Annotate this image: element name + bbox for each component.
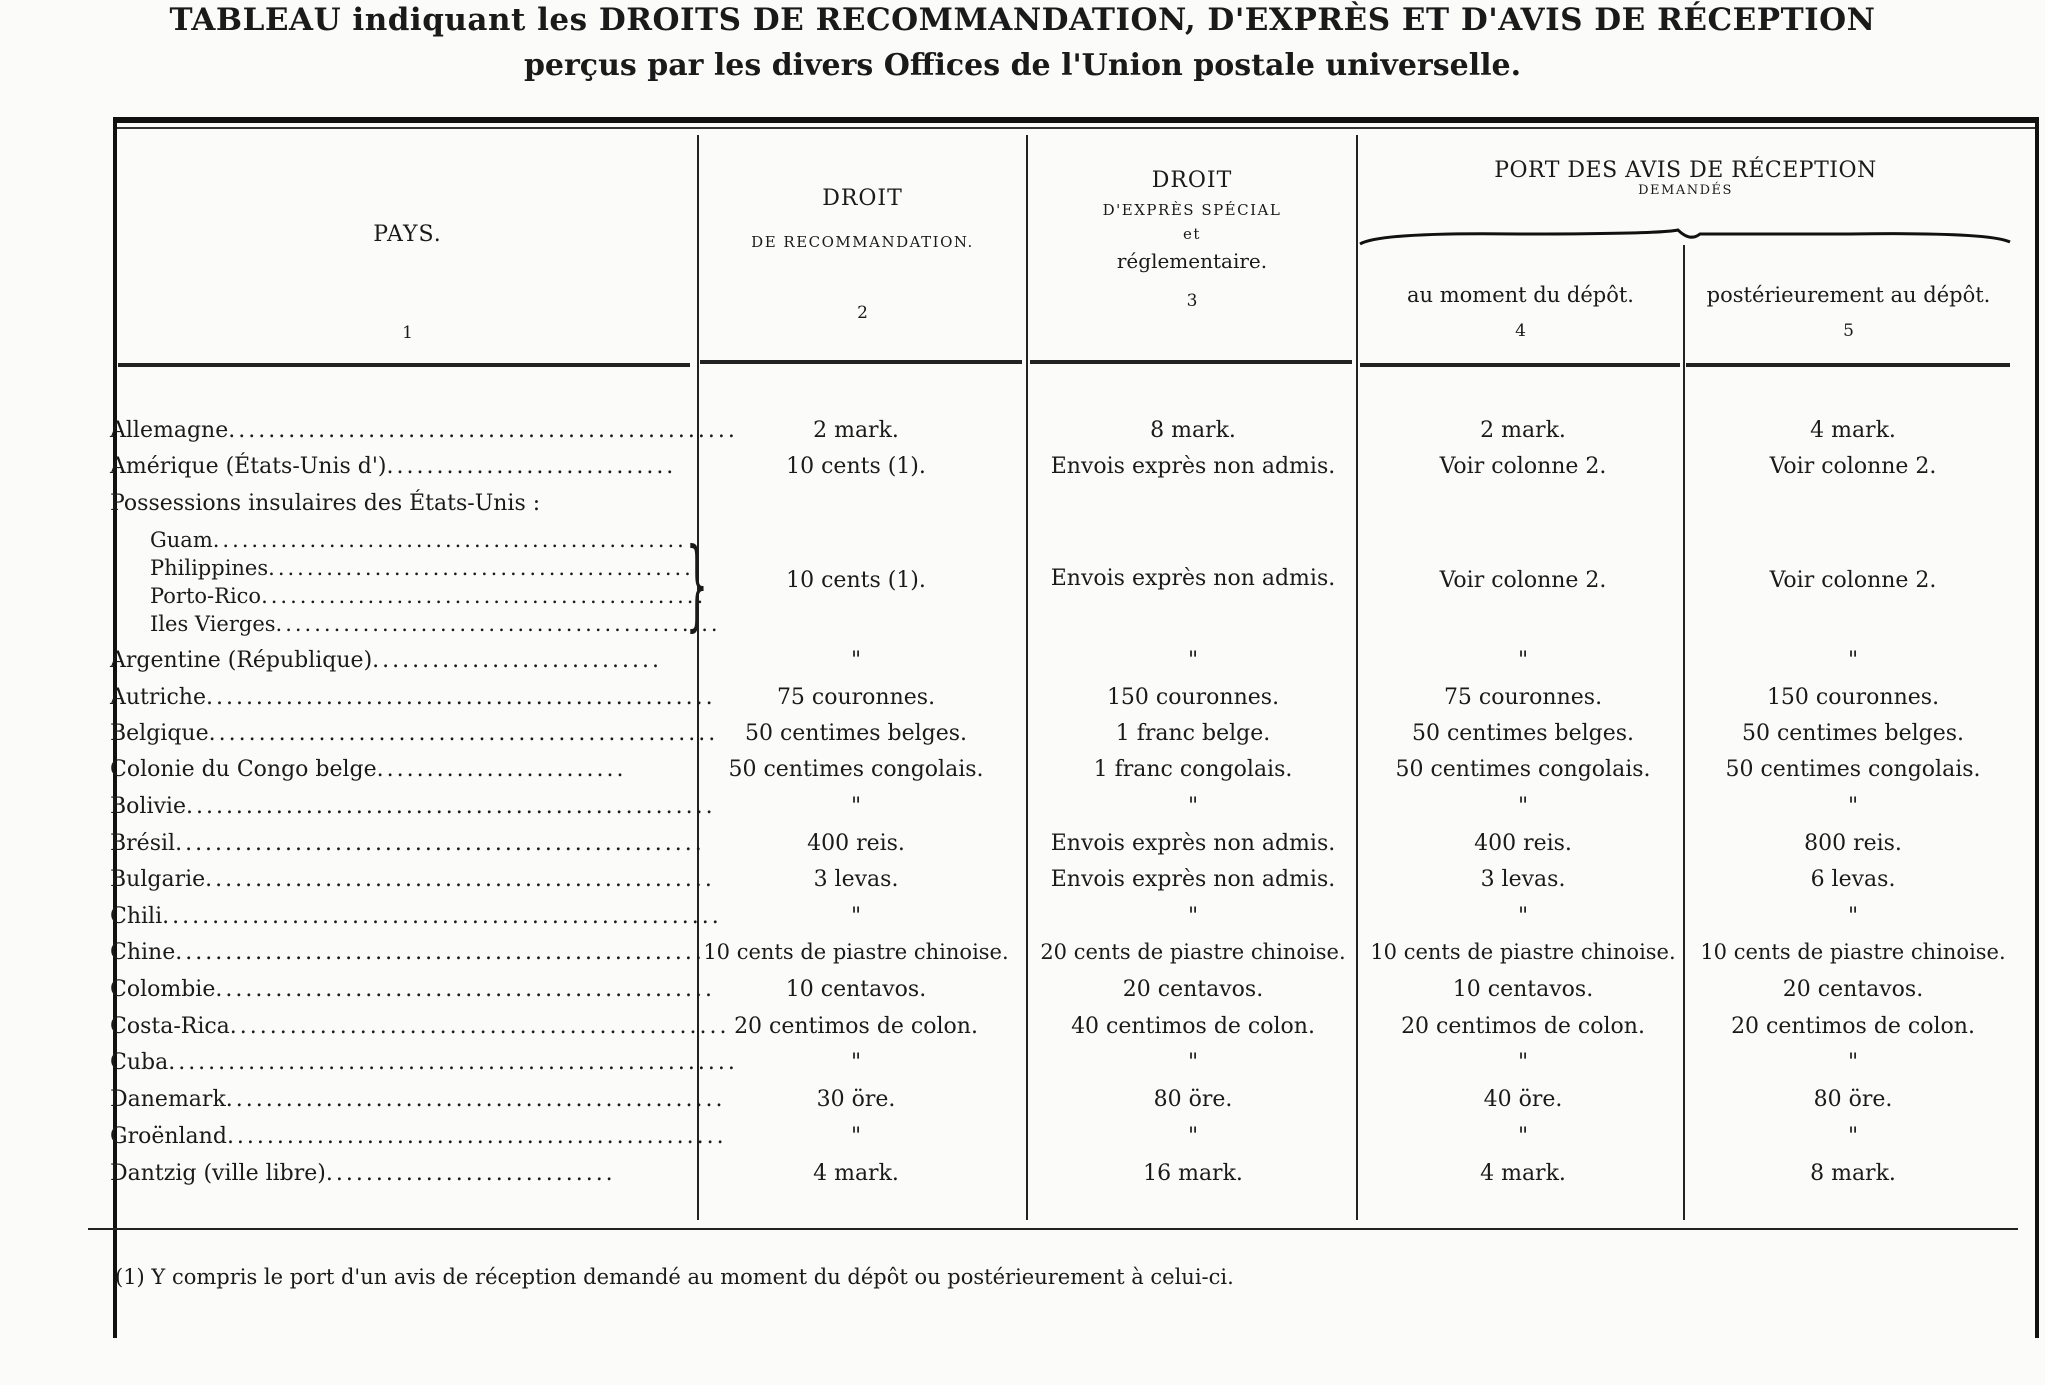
header-rule	[700, 360, 1022, 364]
country-name: Bulgarie...................................................	[110, 867, 715, 892]
cell-expres: Envois exprès non admis.	[1050, 454, 1336, 479]
cell-expres: 20 centavos.	[1122, 977, 1264, 1002]
table-row	[0, 1050, 2045, 1086]
cell-avis-posterieur: "	[1847, 904, 1859, 929]
cell-avis-depot: 3 levas.	[1480, 867, 1566, 892]
cell-avis-depot: "	[1517, 904, 1529, 929]
country-name: Possessions insulaires des États-Unis :	[110, 491, 541, 516]
cell-avis-posterieur: 8 mark.	[1810, 1161, 1896, 1186]
header-depot	[1358, 283, 1683, 341]
table-title: TABLEAU indiquant les DROITS DE RECOMMANDATION, D'EXPRÈS ET D'AVIS DE RÉCEPTION	[169, 2, 1876, 38]
header-expres-label: DROIT	[1151, 168, 1233, 193]
header-rule	[1360, 363, 1680, 367]
table-row	[0, 977, 2045, 1013]
cell-recommandation: 400 reis.	[807, 831, 905, 856]
cell-avis-depot: 50 centimes belges.	[1411, 721, 1635, 746]
cell-avis-posterieur: 20 centavos.	[1782, 977, 1924, 1002]
table-row	[0, 904, 2045, 940]
cell-expres: Envois exprès non admis.	[1050, 831, 1336, 856]
cell-avis-posterieur: Voir colonne 2.	[1769, 568, 1937, 593]
cell-expres: 1 franc belge.	[1115, 721, 1271, 746]
cell-avis-depot: "	[1517, 1124, 1529, 1149]
cell-recommandation: 75 couronnes.	[776, 685, 936, 710]
cell-avis-posterieur: "	[1847, 1124, 1859, 1149]
cell-expres: "	[1187, 794, 1199, 819]
header-posterieur-label: postérieurement au dépôt.	[1706, 283, 1991, 307]
group-brace	[1360, 228, 2010, 246]
cell-avis-depot: "	[1517, 794, 1529, 819]
header-recommandation-sub: DE RECOMMANDATION.	[751, 233, 974, 251]
cell-expres: 80 öre.	[1153, 1087, 1233, 1112]
cell-recommandation: "	[850, 794, 862, 819]
header-depot-label: au moment du dépôt.	[1407, 283, 1634, 307]
cell-expres: 40 centimos de colon.	[1071, 1014, 1315, 1039]
cell-expres: 16 mark.	[1143, 1161, 1243, 1186]
header-pays-num: 1	[402, 323, 413, 343]
table-row	[0, 685, 2045, 721]
cell-avis-posterieur: 4 mark.	[1810, 418, 1896, 443]
country-name: Colonie du Congo belge.........................	[110, 757, 627, 782]
table-row	[0, 831, 2045, 867]
header-recommandation-num: 2	[857, 303, 868, 323]
cell-avis-depot: 50 centimes congolais.	[1395, 757, 1651, 782]
header-recommandation	[700, 186, 1025, 323]
cell-expres: "	[1187, 1050, 1199, 1075]
cell-avis-depot: 20 centimos de colon.	[1401, 1014, 1645, 1039]
table-row	[0, 1161, 2045, 1197]
header-posterieur-num: 5	[1843, 321, 1854, 341]
country-name: Porto-Rico..............................................	[150, 584, 707, 608]
cell-avis-depot: 2 mark.	[1480, 418, 1566, 443]
cell-avis-posterieur: 80 öre.	[1813, 1087, 1893, 1112]
cell-avis-depot: 4 mark.	[1480, 1161, 1566, 1186]
header-depot-num: 4	[1515, 321, 1526, 341]
table-row	[0, 454, 2045, 490]
table-row	[0, 648, 2045, 684]
cell-avis-posterieur: 150 couronnes.	[1766, 685, 1940, 710]
cell-avis-posterieur: 20 centimos de colon.	[1731, 1014, 1975, 1039]
cell-avis-depot: "	[1517, 648, 1529, 673]
header-avis-group-label: PORT DES AVIS DE RÉCEPTION	[1494, 158, 1877, 183]
cell-expres: "	[1187, 904, 1199, 929]
cell-avis-depot: Voir colonne 2.	[1439, 454, 1607, 479]
table-row	[0, 794, 2045, 830]
country-name: Belgique...................................................	[110, 721, 719, 746]
cell-avis-posterieur: "	[1847, 648, 1859, 673]
cell-recommandation: 10 cents (1).	[786, 454, 926, 479]
cell-recommandation: "	[850, 648, 862, 673]
cell-recommandation: 4 mark.	[813, 1161, 899, 1186]
table-row	[0, 491, 2045, 527]
cell-expres: 8 mark.	[1150, 418, 1236, 443]
cell-recommandation: 50 centimes congolais.	[728, 757, 984, 782]
header-rule	[1686, 363, 2010, 367]
table-row	[0, 418, 2045, 454]
footnote: (1) Y compris le port d'un avis de réception demandé au moment du dépôt ou postérieurement à celui-ci.	[115, 1265, 1234, 1289]
cell-avis-depot: "	[1517, 1050, 1529, 1075]
cell-expres: Envois exprès non admis.	[1050, 566, 1336, 591]
cell-recommandation: 30 öre.	[816, 1087, 896, 1112]
cell-avis-posterieur: "	[1847, 794, 1859, 819]
country-name: Costa-Rica..................................................	[110, 1014, 730, 1039]
cell-avis-posterieur: 10 cents de piastre chinoise.	[1700, 940, 2006, 964]
table-row	[0, 940, 2045, 976]
cell-expres: 1 franc congolais.	[1093, 757, 1293, 782]
table-row	[0, 612, 2045, 648]
cell-recommandation: 10 centavos.	[785, 977, 927, 1002]
country-name: Autriche...................................................	[110, 685, 716, 710]
cell-expres: "	[1187, 648, 1199, 673]
cell-expres: "	[1187, 1124, 1199, 1149]
header-recommandation-label: DROIT	[822, 186, 903, 211]
cell-avis-posterieur: 50 centimes congolais.	[1725, 757, 1981, 782]
country-name: Cuba.........................................................	[110, 1050, 738, 1075]
table-row	[0, 1124, 2045, 1160]
grouping-brace: }	[686, 528, 708, 642]
cell-recommandation: 50 centimes belges.	[744, 721, 968, 746]
country-name: Philippines.............................................	[150, 556, 704, 580]
header-expres-num: 3	[1186, 291, 1198, 311]
header-expres	[1028, 168, 1356, 311]
cell-avis-depot: Voir colonne 2.	[1439, 568, 1607, 593]
header-avis-group	[1358, 158, 2013, 198]
country-name: Amérique (États-Unis d').............................	[110, 454, 677, 479]
cell-expres: Envois exprès non admis.	[1050, 867, 1336, 892]
cell-avis-depot: 75 couronnes.	[1443, 685, 1603, 710]
cell-avis-posterieur: "	[1847, 1050, 1859, 1075]
cell-avis-posterieur: 800 reis.	[1804, 831, 1902, 856]
cell-recommandation: "	[850, 1050, 862, 1075]
header-rule	[118, 363, 690, 367]
table-subtitle: perçus par les divers Offices de l'Union postale universelle.	[523, 48, 1522, 83]
country-name: Brésil.....................................................	[110, 831, 705, 856]
header-rule	[1030, 360, 1352, 364]
country-name: Colombie..................................................	[110, 977, 716, 1002]
header-pays-label: PAYS.	[373, 222, 442, 247]
cell-recommandation: 20 centimos de colon.	[734, 1014, 978, 1039]
country-name: Bolivie.....................................................	[110, 794, 716, 819]
header-expres-sub3: réglementaire.	[1116, 249, 1268, 273]
table-row	[0, 757, 2045, 793]
country-name: Guam.................................................	[150, 528, 687, 552]
cell-recommandation: 3 levas.	[813, 867, 899, 892]
header-avis-group-sub: DEMANDÉS	[1638, 183, 1733, 198]
header-posterieur	[1686, 283, 2011, 341]
cell-recommandation: "	[850, 904, 862, 929]
country-name: Chili........................................................	[110, 904, 722, 929]
country-name: Allemagne...................................................	[110, 418, 738, 443]
cell-expres: 20 cents de piastre chinoise.	[1040, 940, 1346, 964]
header-expres-sub1: D'EXPRÈS SPÉCIAL	[1102, 201, 1282, 219]
cell-recommandation: 2 mark.	[813, 418, 899, 443]
cell-recommandation: 10 cents (1).	[786, 568, 926, 593]
country-name: Chine.....................................................	[110, 940, 705, 965]
cell-avis-posterieur: 50 centimes belges.	[1741, 721, 1965, 746]
header-expres-sub2: et	[1183, 225, 1201, 243]
table-row	[0, 1087, 2045, 1123]
cell-avis-posterieur: Voir colonne 2.	[1769, 454, 1937, 479]
header-pays	[120, 222, 695, 343]
cell-recommandation: "	[850, 1124, 862, 1149]
table-row	[0, 721, 2045, 757]
cell-avis-depot: 10 centavos.	[1452, 977, 1594, 1002]
footer-rule	[88, 1228, 2018, 1230]
cell-avis-depot: 40 öre.	[1483, 1087, 1563, 1112]
country-name: Dantzig (ville libre).............................	[110, 1161, 616, 1186]
cell-avis-depot: 10 cents de piastre chinoise.	[1370, 940, 1676, 964]
cell-avis-posterieur: 6 levas.	[1810, 867, 1896, 892]
country-name: Argentine (République).............................	[110, 648, 662, 673]
country-name: Iles Vierges..............................................	[150, 612, 721, 636]
table-row	[0, 1014, 2045, 1050]
country-name: Danemark..................................................	[110, 1087, 726, 1112]
cell-recommandation: 10 cents de piastre chinoise.	[703, 940, 1009, 964]
country-name: Groënland..................................................	[110, 1124, 727, 1149]
cell-avis-depot: 400 reis.	[1474, 831, 1572, 856]
table-row	[0, 867, 2045, 903]
cell-expres: 150 couronnes.	[1106, 685, 1280, 710]
